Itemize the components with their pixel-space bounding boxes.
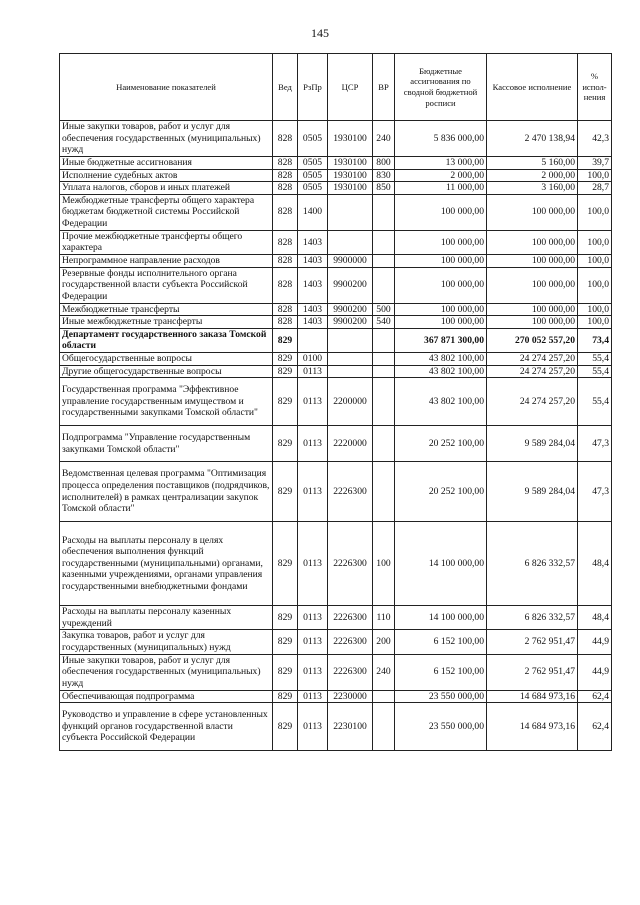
table-row (60, 630, 612, 654)
header-vr: ВР (373, 54, 395, 121)
row-percent: 100,0 (578, 316, 612, 329)
row-ved: 828 (273, 121, 298, 157)
row-ved: 829 (273, 462, 298, 522)
row-ved: 829 (273, 654, 298, 690)
row-rzpr: 1400 (298, 194, 328, 230)
row-budget: 2 000,00 (395, 169, 487, 182)
table-row (60, 169, 612, 182)
row-percent: 28,7 (578, 182, 612, 195)
row-ved: 828 (273, 303, 298, 316)
row-percent: 39,7 (578, 157, 612, 170)
row-csr: 1930100 (328, 157, 373, 170)
row-cash: 2 762 951,47 (487, 654, 578, 690)
row-cash: 2 470 138,94 (487, 121, 578, 157)
row-cash: 24 274 257,20 (487, 352, 578, 365)
row-name: Общегосударственные вопросы (60, 352, 273, 365)
row-name: Непрограммное направление расходов (60, 254, 273, 267)
row-cash: 14 684 973,16 (487, 690, 578, 703)
row-rzpr (298, 328, 328, 352)
row-budget: 100 000,00 (395, 230, 487, 254)
row-name: Иные закупки товаров, работ и услуг для обеспечения государственных (муниципальных) нужд (60, 121, 273, 157)
row-name: Иные бюджетные ассигнования (60, 157, 273, 170)
row-ved: 829 (273, 606, 298, 630)
row-name: Иные межбюджетные трансферты (60, 316, 273, 329)
row-budget: 20 252 100,00 (395, 462, 487, 522)
row-name: Межбюджетные трансферты общего характера бюджетам бюджетной системы Российской Федерации (60, 194, 273, 230)
row-vr (373, 703, 395, 751)
row-percent: 55,4 (578, 378, 612, 426)
row-ved: 829 (273, 365, 298, 378)
row-percent: 48,4 (578, 522, 612, 606)
row-csr: 2226300 (328, 522, 373, 606)
table-row (60, 462, 612, 522)
row-rzpr: 0113 (298, 654, 328, 690)
row-percent: 100,0 (578, 169, 612, 182)
row-cash: 24 274 257,20 (487, 365, 578, 378)
row-vr: 100 (373, 522, 395, 606)
row-ved: 829 (273, 328, 298, 352)
row-ved: 829 (273, 352, 298, 365)
row-percent: 44,9 (578, 630, 612, 654)
row-vr: 830 (373, 169, 395, 182)
row-percent: 100,0 (578, 254, 612, 267)
row-cash: 100 000,00 (487, 303, 578, 316)
row-ved: 828 (273, 267, 298, 303)
row-name: Государственная программа "Эффективное управление государственным имуществом и государственными закупками Томской области" (60, 378, 273, 426)
row-budget: 100 000,00 (395, 303, 487, 316)
row-ved: 829 (273, 630, 298, 654)
row-vr: 110 (373, 606, 395, 630)
row-percent: 47,3 (578, 462, 612, 522)
row-csr: 1930100 (328, 182, 373, 195)
row-vr (373, 230, 395, 254)
row-vr: 850 (373, 182, 395, 195)
row-vr (373, 267, 395, 303)
row-budget: 23 550 000,00 (395, 703, 487, 751)
table-row (60, 182, 612, 195)
header-csr: ЦСР (328, 54, 373, 121)
row-name: Подпрограмма "Управление государственным закупками Томской области" (60, 426, 273, 462)
row-csr: 2220000 (328, 426, 373, 462)
row-csr (328, 230, 373, 254)
row-csr: 9900200 (328, 316, 373, 329)
row-percent: 100,0 (578, 267, 612, 303)
row-cash: 2 000,00 (487, 169, 578, 182)
page-number: 145 (311, 26, 329, 40)
row-rzpr: 0113 (298, 703, 328, 751)
row-cash: 100 000,00 (487, 316, 578, 329)
header-cash: Кассовое исполнение (487, 54, 578, 121)
row-rzpr: 0113 (298, 462, 328, 522)
row-rzpr: 1403 (298, 316, 328, 329)
row-csr: 2226300 (328, 462, 373, 522)
table-row (60, 194, 612, 230)
row-budget: 100 000,00 (395, 267, 487, 303)
row-budget: 20 252 100,00 (395, 426, 487, 462)
row-cash: 100 000,00 (487, 194, 578, 230)
table-row (60, 365, 612, 378)
row-ved: 828 (273, 157, 298, 170)
row-csr: 9900200 (328, 303, 373, 316)
row-percent: 42,3 (578, 121, 612, 157)
row-ved: 829 (273, 690, 298, 703)
row-name: Ведомственная целевая программа "Оптимизация процесса определения поставщиков (подрядчиков, исполнителей) в рамках централизации закупок Томской области" (60, 462, 273, 522)
row-rzpr: 0505 (298, 182, 328, 195)
row-rzpr: 0100 (298, 352, 328, 365)
row-name: Расходы на выплаты персоналу казенных учреждений (60, 606, 273, 630)
table-row (60, 690, 612, 703)
row-budget: 100 000,00 (395, 254, 487, 267)
row-budget: 100 000,00 (395, 316, 487, 329)
row-cash: 6 826 332,57 (487, 606, 578, 630)
row-vr (373, 194, 395, 230)
row-rzpr: 0113 (298, 378, 328, 426)
row-ved: 828 (273, 254, 298, 267)
row-percent: 100,0 (578, 230, 612, 254)
row-name: Департамент государственного заказа Томской области (60, 328, 273, 352)
row-csr: 1930100 (328, 121, 373, 157)
row-csr: 2226300 (328, 606, 373, 630)
row-name: Межбюджетные трансферты (60, 303, 273, 316)
row-percent: 48,4 (578, 606, 612, 630)
row-ved: 829 (273, 703, 298, 751)
row-ved: 828 (273, 230, 298, 254)
row-vr: 200 (373, 630, 395, 654)
row-name: Закупка товаров, работ и услуг для государственных (муниципальных) нужд (60, 630, 273, 654)
row-ved: 828 (273, 194, 298, 230)
row-budget: 6 152 100,00 (395, 630, 487, 654)
row-vr (373, 254, 395, 267)
row-percent: 44,9 (578, 654, 612, 690)
row-vr: 240 (373, 654, 395, 690)
row-vr: 540 (373, 316, 395, 329)
row-csr (328, 352, 373, 365)
header-name: Наименование показателей (60, 54, 273, 121)
row-rzpr: 0113 (298, 522, 328, 606)
row-budget: 14 100 000,00 (395, 606, 487, 630)
row-vr: 500 (373, 303, 395, 316)
table-header-row (60, 54, 612, 121)
header-rzpr: РзПр (298, 54, 328, 121)
row-vr (373, 365, 395, 378)
table-row (60, 606, 612, 630)
row-name: Расходы на выплаты персоналу в целях обеспечения выполнения функций государственными (муниципальными) органами, казенными учреждениями, органами управления государственными внебюджетными фондами (60, 522, 273, 606)
row-ved: 828 (273, 169, 298, 182)
header-ved: Вед (273, 54, 298, 121)
row-cash: 100 000,00 (487, 230, 578, 254)
row-ved: 828 (273, 316, 298, 329)
row-budget: 6 152 100,00 (395, 654, 487, 690)
row-csr: 2226300 (328, 630, 373, 654)
row-percent: 100,0 (578, 303, 612, 316)
row-csr: 9900200 (328, 267, 373, 303)
row-percent: 62,4 (578, 690, 612, 703)
row-percent: 55,4 (578, 352, 612, 365)
table-row (60, 254, 612, 267)
table-body (60, 121, 612, 751)
row-budget: 100 000,00 (395, 194, 487, 230)
table-row (60, 316, 612, 329)
row-csr (328, 194, 373, 230)
row-cash: 9 589 284,04 (487, 426, 578, 462)
row-percent: 55,4 (578, 365, 612, 378)
row-csr: 1930100 (328, 169, 373, 182)
row-csr (328, 365, 373, 378)
row-budget: 23 550 000,00 (395, 690, 487, 703)
row-name: Иные закупки товаров, работ и услуг для обеспечения государственных (муниципальных) нужд (60, 654, 273, 690)
row-vr (373, 462, 395, 522)
budget-execution-table (59, 53, 612, 751)
row-vr (373, 352, 395, 365)
table-row (60, 522, 612, 606)
row-csr: 2200000 (328, 378, 373, 426)
row-percent: 100,0 (578, 194, 612, 230)
row-percent: 62,4 (578, 703, 612, 751)
row-cash: 3 160,00 (487, 182, 578, 195)
row-rzpr: 1403 (298, 254, 328, 267)
row-budget: 5 836 000,00 (395, 121, 487, 157)
row-name: Прочие межбюджетные трансферты общего характера (60, 230, 273, 254)
header-budget: Бюджетные ассигнования по сводной бюджетной росписи (395, 54, 487, 121)
row-vr (373, 690, 395, 703)
row-vr (373, 328, 395, 352)
row-budget: 43 802 100,00 (395, 378, 487, 426)
row-budget: 43 802 100,00 (395, 352, 487, 365)
row-budget: 43 802 100,00 (395, 365, 487, 378)
row-vr: 800 (373, 157, 395, 170)
row-cash: 2 762 951,47 (487, 630, 578, 654)
row-csr (328, 328, 373, 352)
row-budget: 11 000,00 (395, 182, 487, 195)
row-cash: 5 160,00 (487, 157, 578, 170)
row-vr (373, 426, 395, 462)
row-csr: 2230000 (328, 690, 373, 703)
table-row (60, 328, 612, 352)
row-csr: 9900000 (328, 254, 373, 267)
row-rzpr: 0505 (298, 169, 328, 182)
row-cash: 14 684 973,16 (487, 703, 578, 751)
row-cash: 270 052 557,20 (487, 328, 578, 352)
row-rzpr: 0113 (298, 606, 328, 630)
row-csr: 2226300 (328, 654, 373, 690)
table-row (60, 426, 612, 462)
row-percent: 47,3 (578, 426, 612, 462)
row-rzpr: 0113 (298, 365, 328, 378)
table-row (60, 654, 612, 690)
row-ved: 829 (273, 522, 298, 606)
row-cash: 9 589 284,04 (487, 462, 578, 522)
table-row (60, 157, 612, 170)
table-row (60, 378, 612, 426)
table-row (60, 703, 612, 751)
row-rzpr: 0505 (298, 121, 328, 157)
row-ved: 829 (273, 426, 298, 462)
row-ved: 828 (273, 182, 298, 195)
row-vr: 240 (373, 121, 395, 157)
table-row (60, 121, 612, 157)
row-name: Резервные фонды исполнительного органа государственной власти субъекта Российской Федерации (60, 267, 273, 303)
row-rzpr: 0113 (298, 690, 328, 703)
row-cash: 6 826 332,57 (487, 522, 578, 606)
table-row (60, 230, 612, 254)
row-rzpr: 0113 (298, 630, 328, 654)
row-name: Другие общегосударственные вопросы (60, 365, 273, 378)
row-name: Руководство и управление в сфере установленных функций органов государственной власти субъекта Российской Федерации (60, 703, 273, 751)
row-rzpr: 1403 (298, 230, 328, 254)
row-rzpr: 0113 (298, 426, 328, 462)
row-ved: 829 (273, 378, 298, 426)
row-vr (373, 378, 395, 426)
row-cash: 24 274 257,20 (487, 378, 578, 426)
table-row (60, 267, 612, 303)
row-budget: 367 871 300,00 (395, 328, 487, 352)
table-row (60, 352, 612, 365)
row-budget: 14 100 000,00 (395, 522, 487, 606)
row-cash: 100 000,00 (487, 254, 578, 267)
table-row (60, 303, 612, 316)
row-rzpr: 1403 (298, 303, 328, 316)
row-name: Исполнение судебных актов (60, 169, 273, 182)
row-rzpr: 1403 (298, 267, 328, 303)
header-percent: % испол-нения (578, 54, 612, 121)
row-name: Обеспечивающая подпрограмма (60, 690, 273, 703)
row-name: Уплата налогов, сборов и иных платежей (60, 182, 273, 195)
row-cash: 100 000,00 (487, 267, 578, 303)
row-rzpr: 0505 (298, 157, 328, 170)
row-budget: 13 000,00 (395, 157, 487, 170)
row-csr: 2230100 (328, 703, 373, 751)
row-percent: 73,4 (578, 328, 612, 352)
